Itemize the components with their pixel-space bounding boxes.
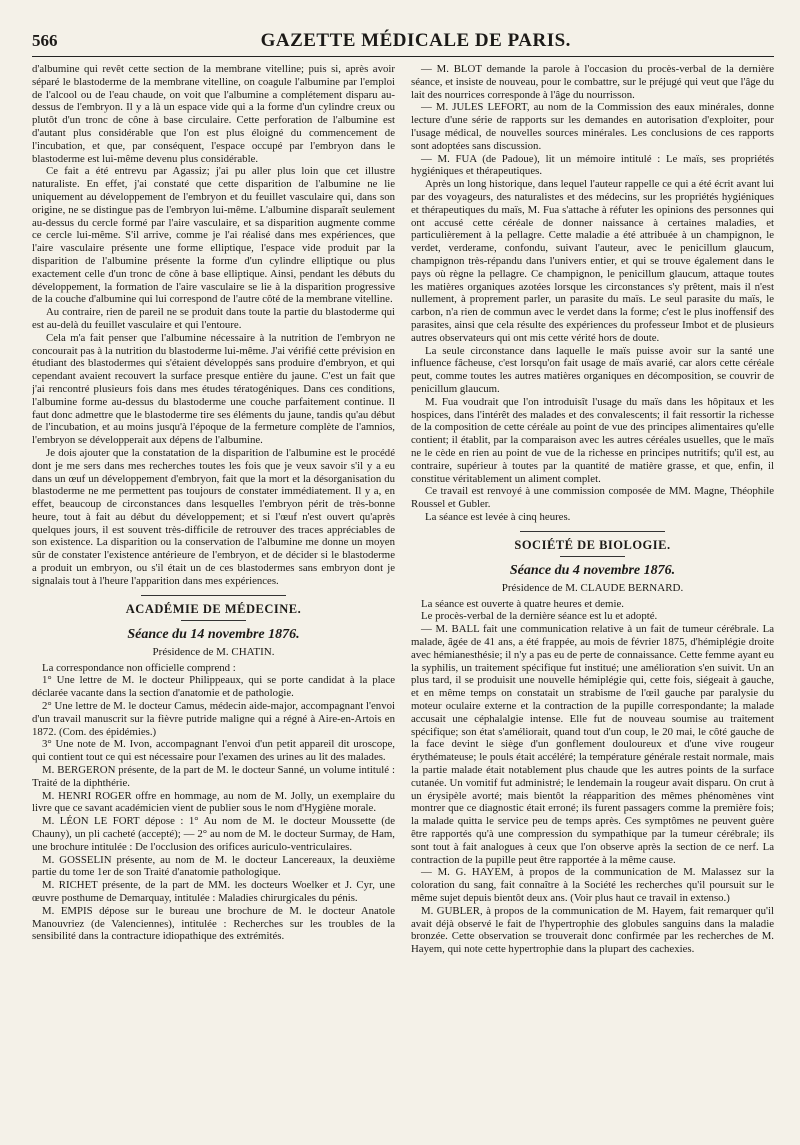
body-paragraph: Au contraire, rien de pareil ne se produit dans toute la partie du blastoderme qui est au-delà du feuillet vasculaire et qui l'entoure. (32, 306, 395, 331)
academy-item: M. BERGERON présente, de la part de M. le docteur Sanné, un volume intitulé : Traité de la diphthérie. (32, 764, 395, 789)
academy-item: M. HENRI ROGER offre en hommage, au nom de M. Jolly, un exemplaire du livre que ce savant académicien vient de publier sous le nom d'Hygiène morale. (32, 789, 395, 815)
academy-presidence: Présidence de M. CHATIN. (152, 645, 275, 658)
body-paragraph: La seule circonstance dans laquelle le maïs puisse avoir sur la santé une influence fâcheuse, c'est lorsqu'on fait usage de maïs avarié, car alors cette céréale peut, comme toutes les autres matières organiques en décomposition, se couvrir de penicillum glaucum. (411, 344, 774, 395)
right-column (411, 63, 774, 1143)
body-paragraph: Je dois ajouter que la constatation de la disparition de l'albumine est le procédé dont je me sers dans mes recherches toutes les fois que je veux savoir s'il y a eu dans un œuf un développement d'embryon, fait que la mort et la désorganisation du blastoderme ne me permettent pas toujours de constater immédiatement. Il y a, en effet, beaucoup de circonstances dans lesquelles l'embryon périt de très-bonne heure, tout à fait au début du développement; et si l'œuf n'est ouvert qu'après quelques jours, il est souvent très-difficile de retrouver des traces appréciables de son existence. La disparition ou la conservation de l'albumine me donne un moyen sûr de constater l'existence antérieure de l'embryon, et de décider si le blastoderme a produit un embryon, ou s'il était un de ces blastodermes sans embryon dont je signalais tout à l'heure l'apparition dans mes expériences. (32, 446, 395, 587)
section-divider (141, 595, 286, 596)
academy-item: M. RICHET présente, de la part de MM. les docteurs Woelker et J. Cyr, une œuvre posthume de Demarquay, intitulée : Maladies chirurgicales du pénis. (32, 879, 395, 905)
page-number: 566 (32, 31, 58, 50)
body-paragraph: — M. JULES LEFORT, au nom de la Commission des eaux minérales, donne lecture d'une série de rapports sur les demandes en autorisation d'exploiter, pour l'usage médical, de nouvelles sources minérales. Les conclusions de ces rapports sont adoptées sans discussion. (411, 101, 774, 152)
page-header (32, 30, 774, 57)
biology-item: M. GUBLER, à propos de la communication de M. Hayem, fait remarquer qu'il avait déjà observé le fait de l'hypertrophie des globules sanguins dans la maladie bronzée. Cette observation se trouverait donc confirmée par les recherches de M. Hayem, qui note cette hypertrophie dans la plupart des cachexies. (411, 904, 774, 956)
biology-item: Le procès-verbal de la dernière séance est lu et adopté. (421, 610, 658, 623)
academy-item: M. LÉON LE FORT dépose : 1° Au nom de M. le docteur Moussette (de Chauny), un pli cacheté (accepté); — 2° au nom de M. le docteur Surmay, de Ham, une brochure intitulée : De l'occlusion des orifices auriculo-ventriculaires. (32, 815, 395, 853)
journal-title: GAZETTE MÉDICALE DE PARIS. (260, 30, 571, 51)
biology-item: — M. BALL fait une communication relative à un fait de tumeur cérébrale. La malade, âgée de 41 ans, a été frappée, au mois de février 1875, d'hémiplégie droite avec hémianesthésie; il n'y a pas eu de perte de connaissance. Cette femme ayant eu la syphilis, un traitement spécifique fut institué; une amélioration s'en suivit. Un an plus tard, il se produisit une nouvelle hémiplégie qui, cette fois, siégeait à gauche, et en même temps on constatait un strabisme de l'œil gauche par paralysie du moteur oculaire externe et la contraction de la pupille correspondante; la malade accusait une céphalalgie intense. Elle fut de nouveau soumise au traitement spécifique; son état s'améliorait, quand tout d'un coup, le 20 mai, le côté gauche de la face devint le siège d'un gonflement douloureux et d'une vive rougeur érythémateuse; le pouls était accéléré; la température générale restait normale, mais la partie malade était notablement plus chaude que les autres points de la surface cutanée. Un vomitif fut administré; le lendemain la rougeur avait disparu. On crut à un érysipèle avorté; mais bientôt la réapparition des mêmes phénomènes vint montrer que ce diagnostic était erroné; ils furent passagers comme la première fois; la malade quitta le service peu de temps après. Ces symptômes ne peuvent guère être rapportés qu'à une compression du sympathique par la tumeur cérébrale; ils sont tout à fait analogues à ceux que l'on observe après la section de ce nerf. La contraction de la pupille peut être rapportée à la même cause. (411, 623, 774, 866)
academy-item: 1° Une lettre de M. le docteur Philippeaux, qui se porte candidat à la place déclarée vacante dans la section d'anatomie et de pathologie. (32, 674, 395, 700)
academy-session-title: Séance du 14 novembre 1876. (127, 626, 300, 642)
academy-item: 2° Une lettre de M. le docteur Camus, médecin aide-major, accompagnant l'envoi d'un travail manuscrit sur la fièvre putride maligne qui a régné à Aire-en-Artois en 1872. (Com. des épidémies.) (32, 700, 395, 738)
body-paragraph: Ce fait a été entrevu par Agassiz; j'ai pu aller plus loin que cet illustre naturaliste. En effet, j'ai constaté que cette disparition de l'albumine ne lie uniquement au développement de l'embryon et du feuillet vasculaire qui, dans son origine, ne se distingue pas de l'embryon lui-même. L'albumine disparaît seulement au-dessus du cercle formé par l'aire vasculaire, et sa disparition augmente comme ce cercle lui-même. S'il arrive, comme je l'ai réalisé dans mes expériences, que l'aire vasculaire présente une forme elliptique, l'espace vide produit par la disparition de l'albumine présente la forme d'un cylindre elliptique ou plus exactement celle d'un tronc de cône à base elliptique. Ainsi, pendant les débuts du développement, la formation de l'aire vasculaire se lie à la disparition progressive de la couche d'albumine qui lui correspond de l'autre côté de la membrane vitelline. (32, 165, 395, 306)
body-paragraph: — M. BLOT demande la parole à l'occasion du procès-verbal de la dernière séance, et insiste de nouveau, pour le combattre, sur le préjugé qui veut que l'âge du lait des nourrices corresponde à l'âge du nourrisson. (411, 63, 774, 101)
title-underline (560, 556, 625, 557)
body-paragraph: M. Fua voudrait que l'on introduisît l'usage du maïs dans les hôpitaux et les hospices, dans l'intérêt des malades et des convalescents; il fait ressortir la richesse de la composition de cette céréale au point de vue des principes alimentaires qu'elle contient; il établit, par la comparaison avec les autres céréales usuelles, que le maïs ne le cède en rien au point de vue de la richesse en principes nutritifs; qu'il est, au contraire, supérieur à toutes par la quantité de matière grasse, et que, enfin, il constitue véritablement un aliment complet. (411, 395, 774, 485)
title-underline (181, 620, 246, 621)
body-paragraph: Après un long historique, dans lequel l'auteur rappelle ce qui a été écrit avant lui par des voyageurs, des naturalistes et des médecins, sur les propriétés hygiéniques et thérapeutiques du maïs, M. Fua s'attache à réfuter les opinions des personnes qui ont accusé cette céréale de donner naissance à certaines maladies, et particulièrement à la pellagre. Cette maladie a été attribuée à un champignon, le verdet, verderame, confondu, suivant l'auteur, avec le penicillum glaucum, champignon très-répandu dans l'univers entier, et qui se trouve également dans le pays où règne la pellagre. Ce champignon, le penicillum glaucum, attaque toutes les matières organiques azotées lorsque les circonstances s'y prêtent, mais il n'est nullement, à proprement parler, un parasite du maïs. Le seul parasite du maïs, le carbon, n'a rien de commun avec le verdet dans la forme; c'est le plus inoffensif des parasites, ainsi que cela résulte des expériences du professeur Imbot et de plusieurs autres observateurs qui ont mis cette vérité hors de doute. (411, 178, 774, 344)
body-paragraph: — M. FUA (de Padoue), lit un mémoire intitulé : Le maïs, ses propriétés hygiéniques et thérapeutiques. (411, 152, 774, 178)
two-column-body (32, 63, 774, 1143)
body-paragraph: Ce travail est renvoyé à une commission composée de MM. Magne, Théophile Roussel et Gubler. (411, 485, 774, 511)
section-divider (520, 531, 665, 532)
biology-item: La séance est ouverte à quatre heures et demie. (421, 597, 624, 610)
left-column (32, 63, 395, 1143)
biology-item: — M. G. HAYEM, à propos de la communication de M. Malassez sur la coloration du sang, fait connaître à la Société les recherches qu'il poursuit sur le même sujet depuis bientôt deux ans. (Voir plus haut ce travail in extenso.) (411, 866, 774, 905)
body-paragraph: d'albumine qui revêt cette section de la membrane vitelline; puis si, après avoir séparé le blastoderme de la membrane vitelline, on coagule l'albumine par l'emploi de l'alcool ou de l'eau chaude, on voit que l'albumine a complétement disparu au-dessus de l'embryon. Il y a là un espace vide qui a la forme d'un cylindre creux ou plutôt d'un tronc de cône à base circulaire. Cette perforation de l'albumine est d'autant plus considérable que l'on est plus éloigné du commencement de l'incubation, et que, par conséquent, l'espace occupé par l'embryon dans le blastoderme est lui-même devenu plus considérable. (32, 63, 395, 165)
academy-item: M. EMPIS dépose sur le bureau une brochure de M. le docteur Anatole Manouvriez (de Valenciennes), intitulée : Recherches sur les troubles de la sensibilité dans la contracture idiopathique des extrémités. (32, 904, 395, 943)
academy-item: 3° Une note de M. Ivon, accompagnant l'envoi d'un petit appareil dit uroscope, qui contient tout ce qui est nécessaire pour l'examen des urines au lit des malades. (32, 738, 395, 764)
biology-section-title: SOCIÉTÉ DE BIOLOGIE. (514, 537, 671, 552)
academy-section-title: ACADÉMIE DE MÉDECINE. (125, 601, 302, 616)
biology-session-title: Séance du 4 novembre 1876. (509, 562, 676, 578)
body-paragraph: Cela m'a fait penser que l'albumine nécessaire à la nutrition de l'embryon ne concourait pas à la nutrition du blastoderme lui-même. J'ai vérifié cette prévision en étudiant des blastodermes qui s'étaient développés sans produire d'embryon, et qui cependant avaient recouvert la surface presque entière du jaune. C'est un fait que j'ai rencontré plusieurs fois dans mes études tératogéniques. Dans ces conditions, l'albumine forme au-dessus du blastoderme une couche parfaitement continue. Il faut donc admettre que le blastoderme tire ses éléments du jaune, tandis qu'au début de l'incubation, et au moins jusqu'à l'époque de la fermeture complète de l'amnios, l'embryon se développerait aux dépens de l'albumine. (32, 331, 395, 447)
biology-presidence: Présidence de M. CLAUDE BERNARD. (501, 581, 684, 594)
academy-item: La correspondance non officielle comprend : (42, 661, 236, 674)
body-paragraph: La séance est levée à cinq heures. (425, 510, 571, 523)
academy-item: M. GOSSELIN présente, au nom de M. le docteur Lancereaux, la deuxième partie du tome 1er de son Traité d'anatomie pathologique. (32, 853, 395, 879)
